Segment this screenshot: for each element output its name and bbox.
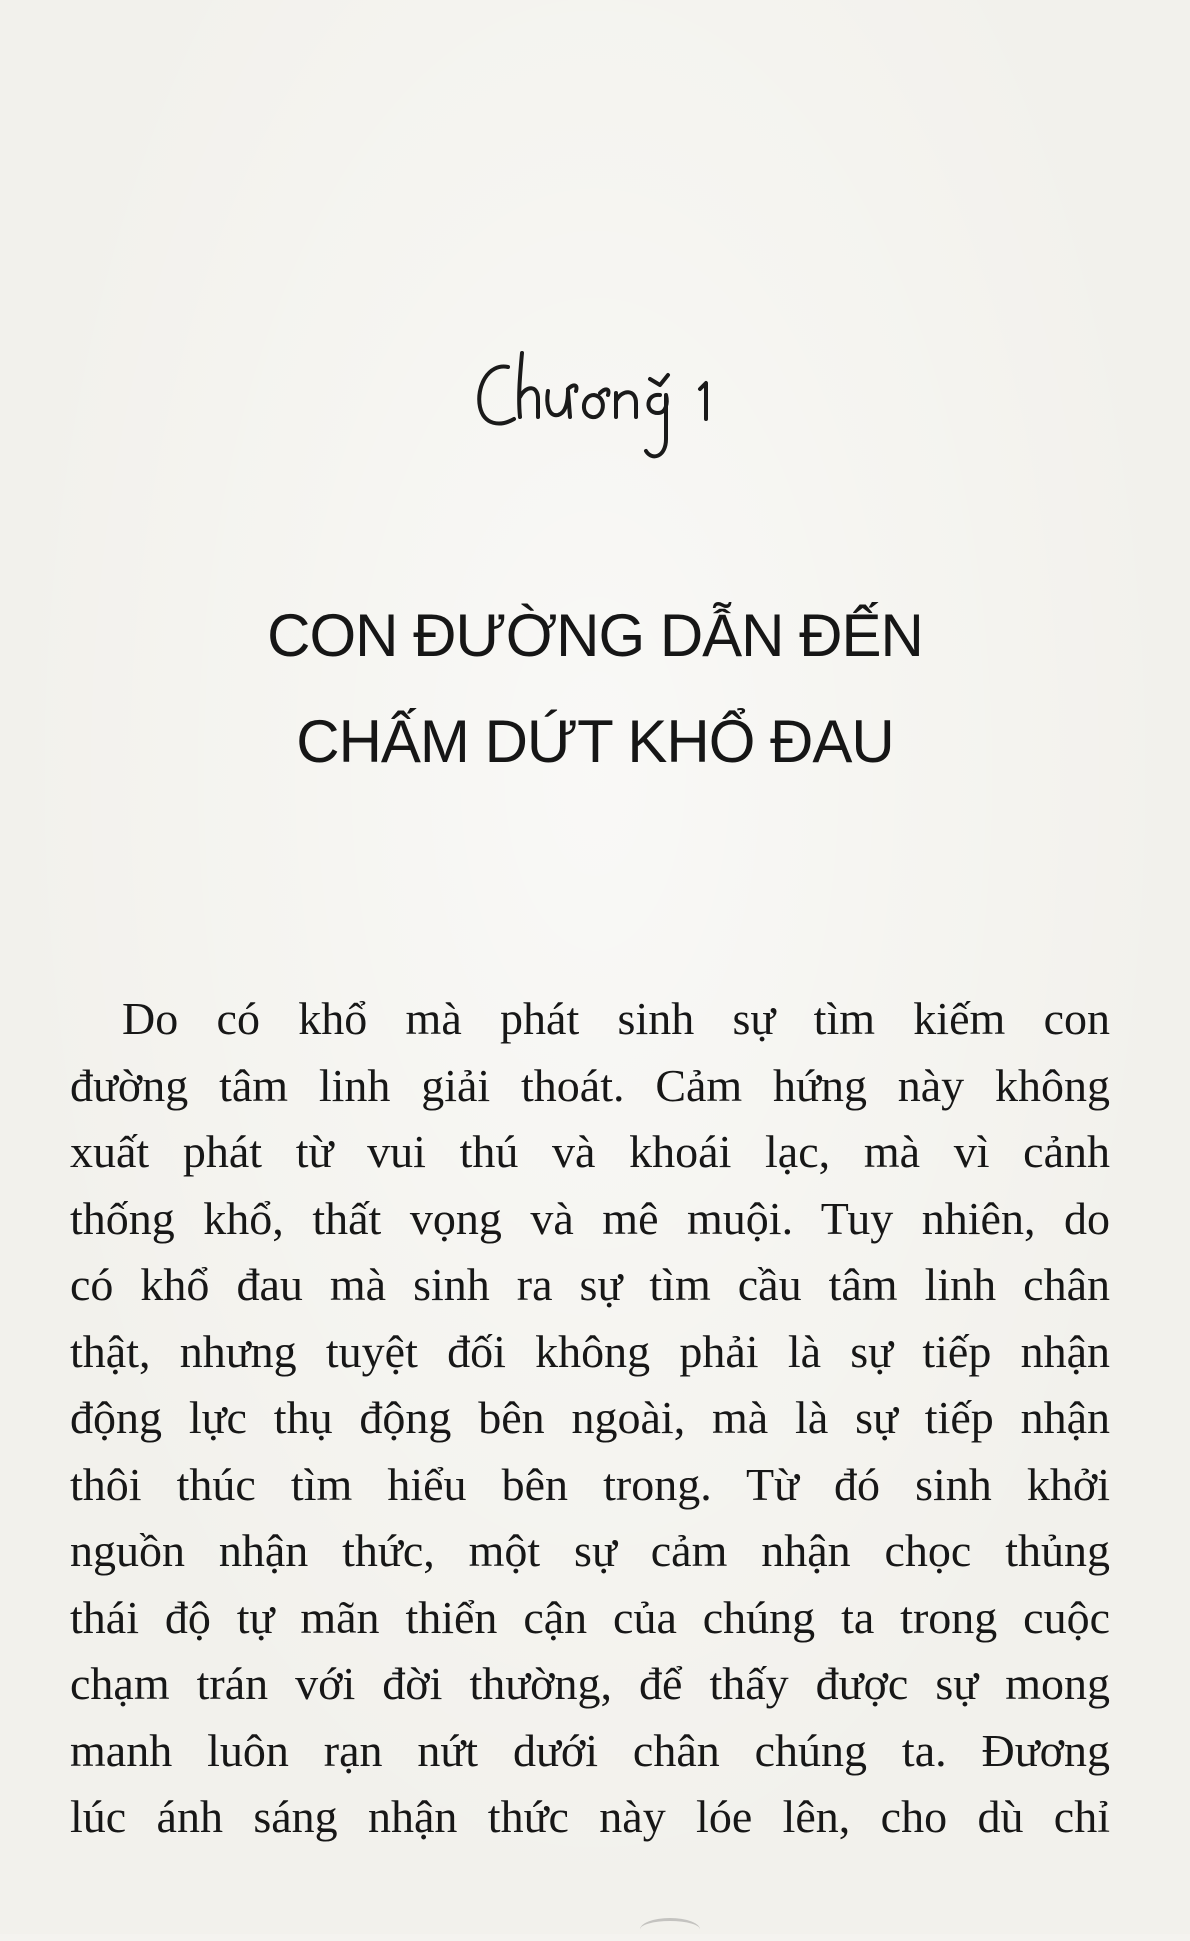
body-line-3: xuất phát từ vui thú và khoái lạc, mà vì cảnh [70,1126,1110,1177]
body-line-2: đường tâm linh giải thoát. Cảm hứng này không [70,1059,1110,1111]
chapter-title-line-1: CON ĐƯỜNG DẪN ĐẾN [267,602,923,669]
body-line-4: thống khổ, thất vọng và mê muội. Tuy nhiên, do [70,1192,1110,1244]
body-line-11: chạm trán với đời thường, để thấy được sự mong [70,1658,1110,1709]
body-line-9: nguồn nhận thức, một sự cảm nhận chọc thủng [70,1525,1110,1576]
body-line-7: động lực thụ động bên ngoài, mà là sự tiếp nhận [70,1392,1110,1443]
body-line-6: thật, nhưng tuyệt đối không phải là sự tiếp nhận [70,1325,1110,1377]
body-line-13: lúc ánh sáng nhận thức này lóe lên, cho dù chỉ [70,1791,1110,1842]
chapter-handwriting-icon [470,345,730,475]
body-line-8: thôi thúc tìm hiểu bên trong. Từ đó sinh khởi [70,1458,1110,1510]
chapter-title-line-2: CHẤM DỨT KHỔ ĐAU [296,708,894,775]
body-line-5: có khổ đau mà sinh ra sự tìm cầu tâm linh chân [70,1259,1110,1310]
page-bottom-mark [640,1918,700,1941]
body-line-12: manh luôn rạn nứt dưới chân chúng ta. Đương [70,1724,1110,1776]
body-paragraph [70,986,1110,1851]
body-line-1: Do có khổ mà phát sinh sự tìm kiếm con [122,993,1110,1044]
chapter-number-script [470,345,730,475]
bleed-through-text [70,135,1110,202]
body-line-10: thái độ tự mãn thiển cận của chúng ta trong cuộc [70,1591,1110,1643]
